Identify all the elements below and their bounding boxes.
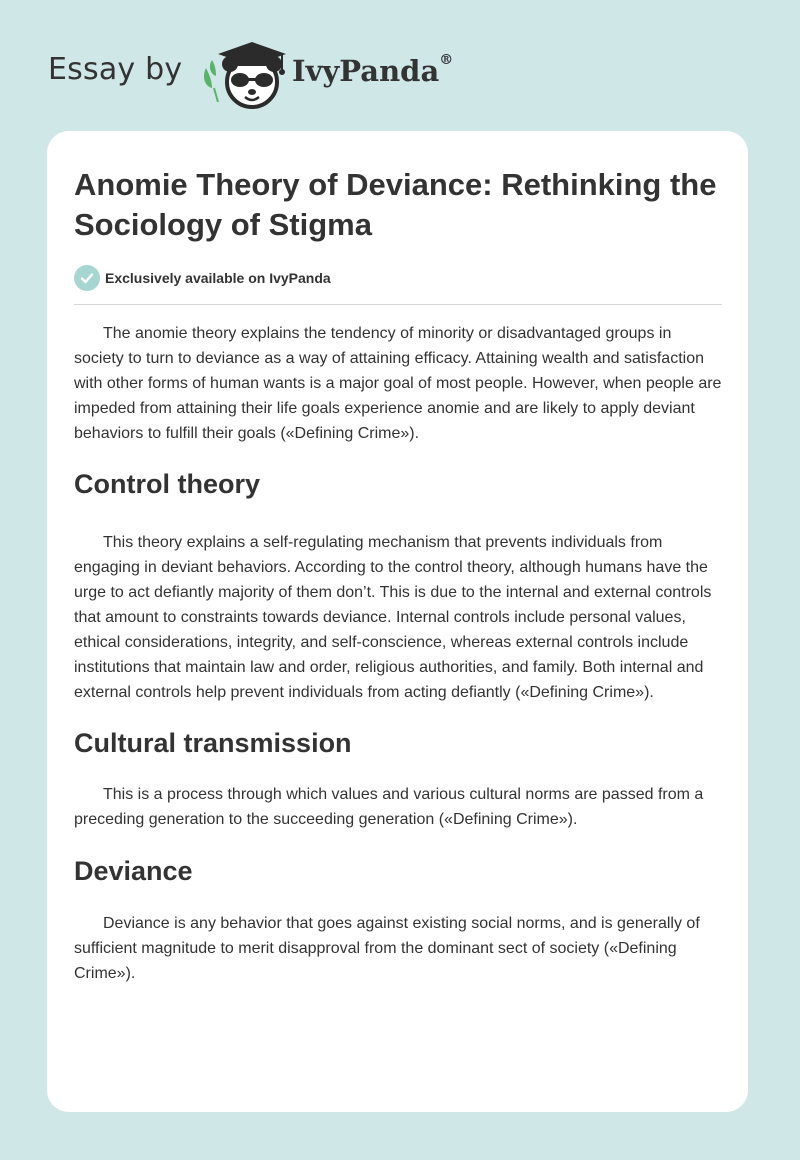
essay-content: [74, 165, 724, 986]
title-divider: [74, 304, 722, 305]
section-paragraph-control-theory: This theory explains a self-regulating mechanism that prevents individuals from engaging in deviant behaviors. According to the control theory, although humans have the urge to act defiantly majority of them don’t. This is due to the internal and external controls that amount to constraints towards deviance. Internal controls include personal values, ethical considerations, integrity, and self-conscience, whereas external controls include institutions that maintain law and order, religious authorities, and family. Both internal and external controls help prevent individuals from acting defiantly («Defining Crime»).: [74, 534, 712, 701]
section-paragraph-deviance: Deviance is any behavior that goes against existing social norms, and is generally of sufficient magnitude to merit disapproval from the dominant sect of society («Defining Crime»).: [74, 915, 700, 982]
check-icon: [74, 265, 100, 291]
exclusive-badge-text: Exclusively available on IvyPanda: [105, 270, 331, 286]
registered-mark: ®: [439, 52, 454, 68]
exclusive-badge: [74, 263, 724, 293]
essay-card: [47, 131, 748, 1112]
brand-name-text: IvyPanda: [292, 54, 440, 88]
panda-graduate-logo-icon[interactable]: [198, 36, 294, 110]
section-heading-deviance: Deviance: [74, 856, 193, 886]
section-paragraph-cultural-transmission: This is a process through which values and various cultural norms are passed from a preceding generation to the succeeding generation («Defining Crime»).: [74, 786, 704, 828]
section-heading-control-theory: Control theory: [74, 469, 260, 499]
site-header: [0, 0, 800, 130]
essay-title: Anomie Theory of Deviance: Rethinking the Sociology of Stigma: [74, 167, 717, 242]
intro-paragraph: The anomie theory explains the tendency of minority or disadvantaged groups in society to turn to deviance as a way of attaining efficacy. Attaining wealth and satisfaction with other forms of human wants is a major goal of most people. However, when people are impeded from attaining their life goals experience anomie and are likely to apply deviant behaviors to fulfill their goals («Defining Crime»).: [74, 325, 722, 442]
brand-name[interactable]: [292, 54, 453, 88]
section-heading-cultural-transmission: Cultural transmission: [74, 728, 352, 758]
essay-by-label: Essay by: [48, 52, 183, 87]
